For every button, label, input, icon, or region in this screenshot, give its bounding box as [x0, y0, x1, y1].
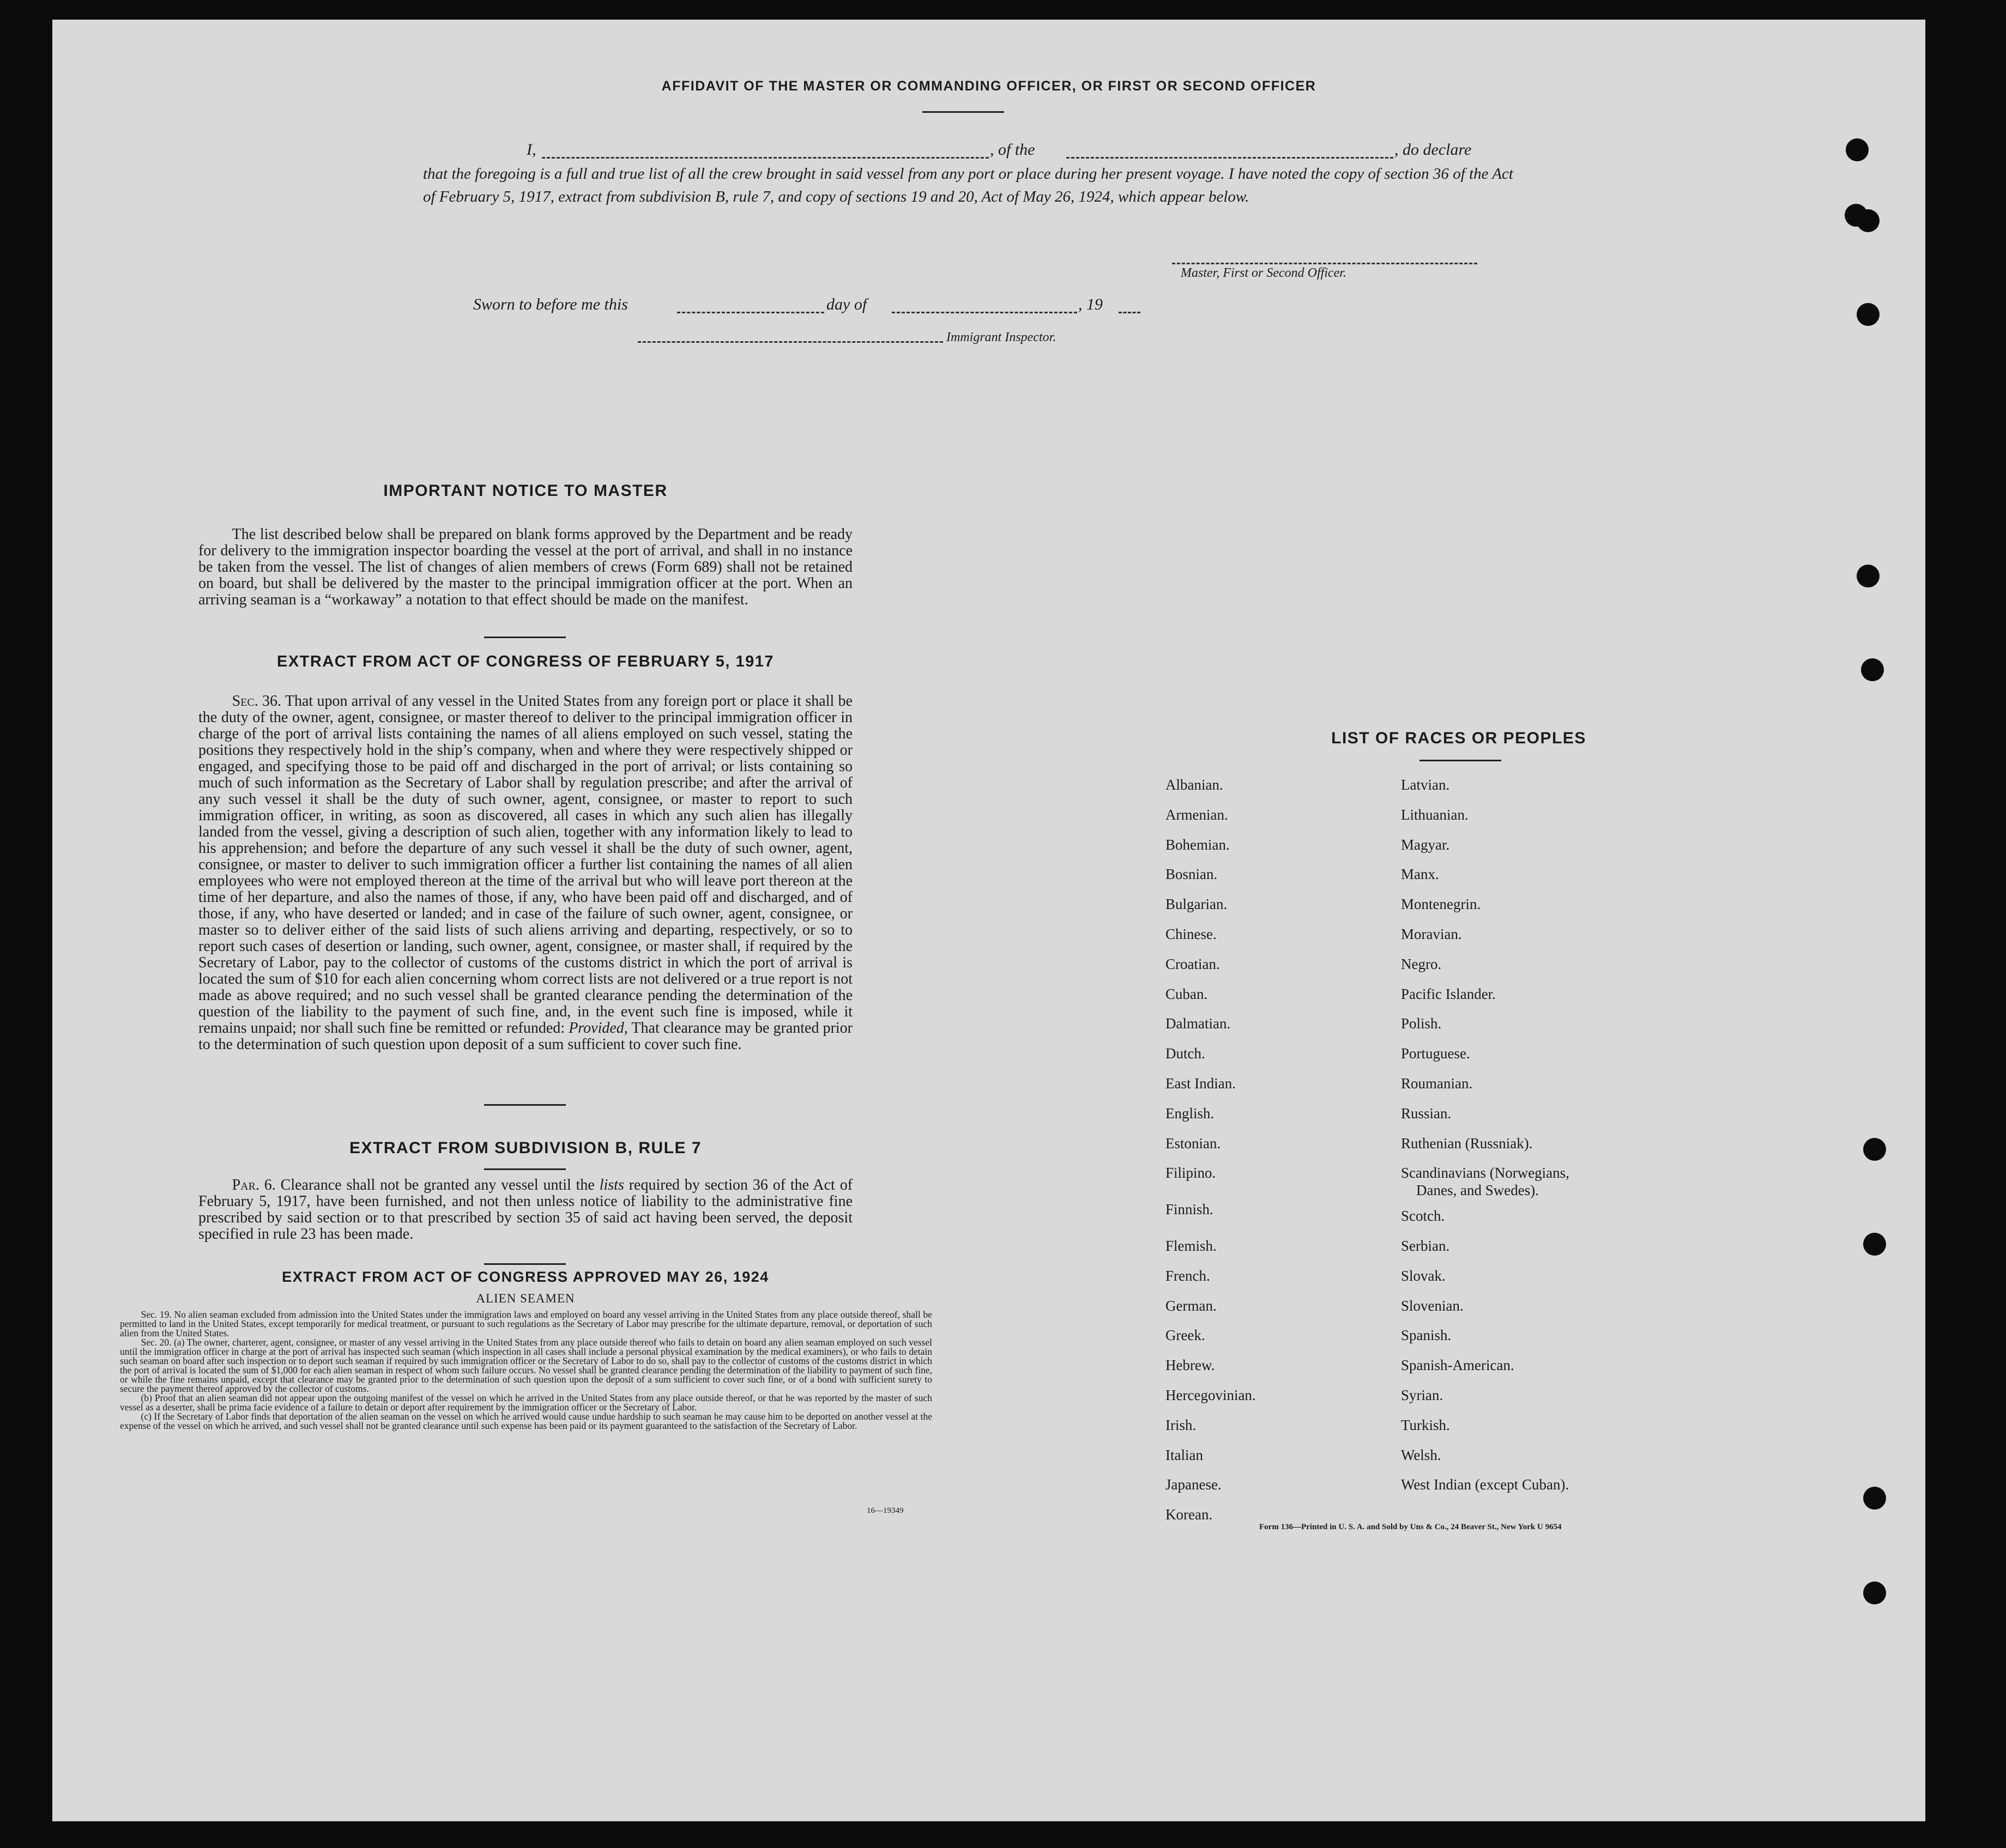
- race-item-right: Russian.: [1401, 1105, 1452, 1122]
- race-item-left: Bohemian.: [1165, 836, 1230, 853]
- sworn-month-blank[interactable]: [892, 312, 1077, 313]
- inspector-caption: Immigrant Inspector.: [946, 330, 1056, 344]
- race-item-left: Japanese.: [1165, 1476, 1222, 1493]
- form-footer: Form 136—Printed in U. S. A. and Sold by Uns & Co., 24 Beaver St., New York U 9654: [1259, 1523, 1562, 1531]
- race-item-left: French.: [1165, 1267, 1210, 1284]
- race-item-right: Slovak.: [1401, 1267, 1446, 1284]
- act1924-code: 16—19349: [867, 1506, 904, 1515]
- sworn-prefix: Sworn to before me this: [473, 295, 628, 313]
- punch-hole-10: [1863, 1582, 1886, 1604]
- punch-hole-4: [1857, 303, 1880, 326]
- race-item-left: Chinese.: [1165, 926, 1217, 942]
- punch-hole-5: [1857, 565, 1880, 587]
- race-item-right: Moravian.: [1401, 926, 1462, 942]
- race-item-left: Hebrew.: [1165, 1357, 1215, 1374]
- race-item-right: Lithuanian.: [1401, 806, 1469, 823]
- affidavit-title: AFFIDAVIT OF THE MASTER OR COMMANDING OFFICER, OR FIRST OR SECOND OFFICER: [661, 78, 1316, 94]
- rule7-end-rule: [484, 1263, 566, 1265]
- act1917-rule: [484, 1104, 566, 1106]
- race-item-right: Polish.: [1401, 1015, 1442, 1032]
- notice-rule: [484, 637, 566, 638]
- race-item-left: Flemish.: [1165, 1238, 1217, 1254]
- race-item-left: Albanian.: [1165, 777, 1223, 793]
- affidavit-of-the: , of the: [990, 141, 1035, 159]
- race-item-left: Irish.: [1165, 1416, 1197, 1433]
- race-item-right: Latvian.: [1401, 777, 1450, 793]
- notice-body: The list described below shall be prepared on blank forms approved by the Department and be ready for delivery to the immigration inspector boarding the vessel at the port of arrival, and shall in no instance be taken from the vessel. The list of changes of alien members of crews (Form 689) shall not be retained on board, but shall be delivered by the master to the principal immigration officer at the port. When an arriving seaman is a “workaway” a notation to that effect should be made on the manifest.: [198, 526, 853, 608]
- race-item-right: Serbian.: [1401, 1238, 1450, 1254]
- race-item-left: Korean.: [1165, 1506, 1213, 1523]
- race-item-left: Armenian.: [1165, 806, 1228, 823]
- rule7-rule: [484, 1168, 566, 1170]
- race-item-left: Dutch.: [1165, 1045, 1205, 1062]
- race-item-left: Bosnian.: [1165, 866, 1218, 883]
- race-item-left: Hercegovinian.: [1165, 1387, 1256, 1403]
- race-item-left: Croatian.: [1165, 955, 1220, 972]
- races-title: LIST OF RACES OR PEOPLES: [1331, 729, 1586, 747]
- signature-caption: Master, First or Second Officer.: [1181, 266, 1346, 280]
- race-item-right: Slovenian.: [1401, 1297, 1464, 1314]
- race-item-left: Estonian.: [1165, 1135, 1221, 1152]
- race-item-left: Greek.: [1165, 1327, 1205, 1344]
- punch-hole-3: [1857, 209, 1880, 232]
- act1924-body: [120, 1310, 932, 1431]
- sworn-day-blank[interactable]: [677, 312, 824, 313]
- sworn-year: , 19: [1078, 295, 1103, 313]
- act1917-sec-label: Sec. 36.: [232, 693, 282, 710]
- affidavit-declare: , do declare: [1394, 141, 1472, 159]
- notice-title: IMPORTANT NOTICE TO MASTER: [383, 482, 668, 500]
- affidavit-body: that the foregoing is a full and true list of all the crew brought in said vessel from any port or place during her present voyage. I have noted the copy of section 36 of the Act of February 5, 1917, extract from subdivision B, rule 7, and copy of sections 19 and 20, Act of May 26, 1924, which appear below.: [423, 165, 1513, 205]
- race-item-right: West Indian (except Cuban).: [1401, 1476, 1569, 1493]
- race-item-right: Ruthenian (Russniak).: [1401, 1135, 1533, 1152]
- act1924-sec20b: (b) Proof that an alien seaman did not appear upon the outgoing manifest of the vessel on which he arrived in the United States from any place outside thereof, or that he was reported by the master of such vessel as a deserter, shall be prima facie evidence of a failure to detain or deport after requirement by the immigration officer or the Secretary of Labor.: [120, 1392, 932, 1413]
- affidavit-title-rule: [922, 111, 1004, 113]
- race-item-right: Spanish-American.: [1401, 1357, 1514, 1374]
- race-item-right: Montenegrin.: [1401, 896, 1481, 913]
- race-item-right: Welsh.: [1401, 1446, 1441, 1463]
- race-item-right: Negro.: [1401, 955, 1442, 972]
- race-item-right: Portuguese.: [1401, 1045, 1470, 1062]
- race-item-left: English.: [1165, 1105, 1215, 1122]
- punch-hole-6: [1861, 658, 1884, 681]
- rule7-title: EXTRACT FROM SUBDIVISION B, RULE 7: [349, 1139, 702, 1157]
- race-item-right: Magyar.: [1401, 836, 1450, 853]
- signature-blank[interactable]: [1172, 263, 1477, 264]
- race-item-right: Pacific Islander.: [1401, 985, 1496, 1002]
- punch-hole-1: [1846, 138, 1869, 161]
- race-item-right: Turkish.: [1401, 1416, 1450, 1433]
- race-item-right: Syrian.: [1401, 1387, 1443, 1403]
- race-item-left: Filipino.: [1165, 1165, 1216, 1181]
- act1924-sec20c: (c) If the Secretary of Labor finds that deportation of the alien seaman on the vessel on which he arrived would cause undue hardship to such seaman he may cause him to be deported on another vessel at the expense of the vessel on which he arrived, and such vessel shall not be granted clearance until such expense has been paid or its payment guaranteed to the satisfaction of the Secretary of Labor.: [120, 1411, 932, 1431]
- sworn-day-of: day of: [826, 295, 867, 313]
- rule7-par-label: Par. 6.: [232, 1177, 276, 1193]
- inspector-blank[interactable]: [638, 341, 943, 343]
- act1924-subtitle: ALIEN SEAMEN: [476, 1292, 575, 1305]
- punch-hole-8: [1863, 1233, 1886, 1256]
- race-item-right: Spanish.: [1401, 1327, 1452, 1344]
- race-item-left: Dalmatian.: [1165, 1015, 1231, 1032]
- race-item-right: Danes, and Swedes).: [1416, 1182, 1539, 1199]
- act1917-title: EXTRACT FROM ACT OF CONGRESS OF FEBRUARY 5, 1917: [276, 653, 775, 670]
- act1924-sec19: Sec. 19. No alien seaman excluded from admission into the United States under the immigration laws and employed on board any vessel arriving in the United States from any place outside thereof, shall be permitted to land in the United States, except temporarily for medical treatment, or pursuant to such regulations as the Secretary of Labor may prescribe for the ultimate departure, removal, or deportation of such alien from the United States.: [120, 1309, 932, 1338]
- affidavit-name-blank[interactable]: [542, 157, 989, 159]
- race-item-left: Cuban.: [1165, 985, 1208, 1002]
- act1924-sec20a: Sec. 20. (a) The owner, charterer, agent, consignee, or master of any vessel arriving in the United States from any place outside thereof who fails to detain on board any alien seaman employed on such vessel until the immigration officer in charge at the port of arrival has inspected such seaman (which inspection in all cases shall include a personal physical examination by the medical examiners), or who fails to detain such seaman on board after such inspection or to deport such seaman if required by such immigration officer or the Secretary of Labor to do so, shall pay to the collector of customs of the customs district in which the port of arrival is located the sum of $1,000 for each alien seaman in respect of whom such failure occurs. No vessel shall be granted clearance pending the determination of the liability to payment of such fine, or while the fine remains unpaid, except that clearance may be granted prior to the determination of such question upon the deposit of a sum sufficient to cover such fine, or of a bond with sufficient surety to secure the payment thereof approved by the collector of customs.: [120, 1337, 932, 1394]
- races-title-rule: [1419, 760, 1501, 761]
- act1917-body: Sec. 36. That upon arrival of any vessel in the United States from any foreign port or place it shall be the duty of the owner, agent, consignee, or master thereof to deliver to the principal immigration officer in charge of the port of arrival lists containing the names of all aliens employed on such vessel, stating the positions they respectively hold in the ship’s company, when and where they were respectively shipped or engaged, and specifying those to be paid off and discharged in the port of arrival; or lists containing so much of such information as the Secretary of Labor shall by regulation prescribe; and after the arrival of any such vessel it shall be the duty of such owner, agent, consignee, or master to report to such immigration officer, in writing, as soon as discovered, all cases in which any such alien has illegally landed from the vessel, giving a description of such alien, together with any information likely to lead to his apprehension; and before the departure of any such vessel it shall be the duty of such owner, agent, consignee, or master to deliver to such immigration officer a further list containing the names of all alien employees who were not employed thereon at the time of the arrival but who will leave port thereon at the time of her departure, and also the names of those, if any, who have been paid off and discharged, and of those, if any, who have deserted or landed; and in case of the failure of such owner, agent, consignee, or master so to deliver either of the said lists of such aliens arriving and departing, respectively, or so to report such cases of desertion or landing, such owner, agent, consignee, or master shall, if required by the Secretary of Labor, pay to the collector of customs of the customs district in which the port of arrival is located the sum of $10 for each alien concerning whom correct lists are not delivered or a true report is not made as above required; and no such vessel shall be granted clearance pending the determination of the question of the liability to the payment of such fine, and, in the event such fine is imposed, while it remains unpaid; nor shall such fine be remitted or refunded: Provided, That clearance may be granted prior to the determination of such question upon deposit of a sum sufficient to cover such fine.: [198, 693, 853, 1053]
- affidavit-vessel-blank[interactable]: [1066, 157, 1393, 159]
- punch-hole-7: [1863, 1138, 1886, 1161]
- race-item-right: Roumanian.: [1401, 1075, 1473, 1092]
- race-item-right: Manx.: [1401, 866, 1439, 883]
- race-item-right: Scotch.: [1401, 1208, 1445, 1225]
- race-item-left: East Indian.: [1165, 1075, 1236, 1092]
- race-item-left: Bulgarian.: [1165, 896, 1228, 913]
- race-item-left: Finnish.: [1165, 1201, 1213, 1218]
- race-item-right: Scandinavians (Norwegians,: [1401, 1165, 1569, 1181]
- rule7-body: Par. 6. Clearance shall not be granted any vessel until the lists required by section 36 of the Act of February 5, 1917, have been furnished, and not then unless notice of liability to the administrative fine prescribed by said section or to that prescribed by section 35 of said act having been served, the deposit specified in rule 23 has been made.: [198, 1177, 853, 1243]
- act1924-title: EXTRACT FROM ACT OF CONGRESS APPROVED MAY 26, 1924: [282, 1269, 769, 1285]
- race-item-left: Italian: [1165, 1446, 1203, 1463]
- race-item-left: German.: [1165, 1297, 1217, 1314]
- affidavit-i: I,: [527, 141, 536, 159]
- punch-hole-9: [1863, 1487, 1886, 1510]
- document-page: [52, 20, 1925, 1821]
- sworn-year-blank[interactable]: [1119, 312, 1140, 313]
